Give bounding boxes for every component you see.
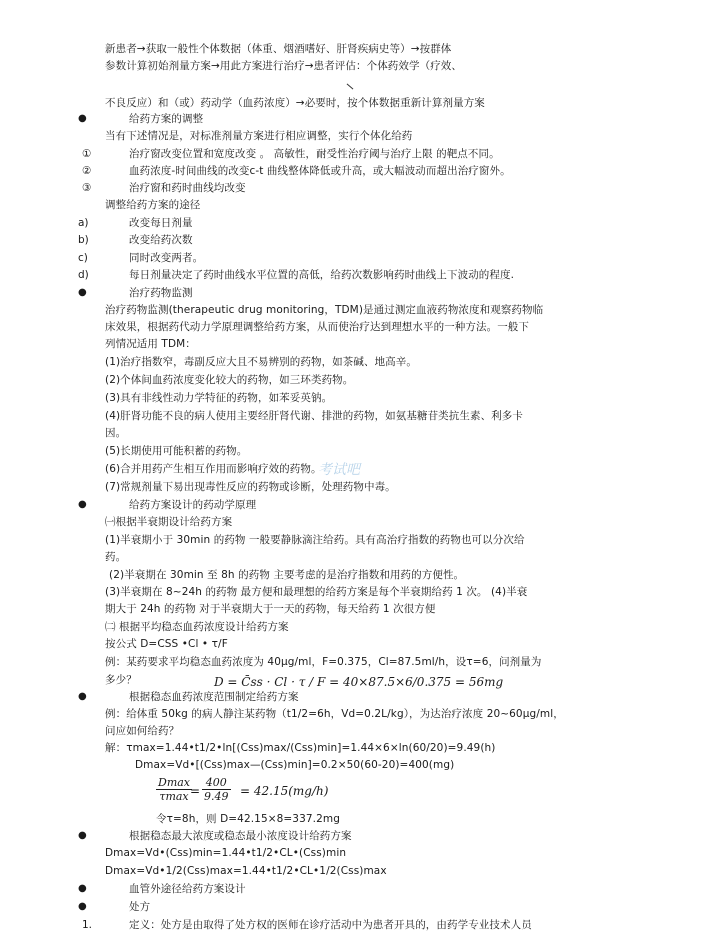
text-line: (4)肝肾功能不良的病人使用主要经肝肾代谢、排泄的药物，如氨基糖苷类抗生素、利多卡 [105,410,523,422]
letter-marker: b) [78,234,89,246]
stray-mark [347,84,354,90]
text-line: 例：给体重 50kg 的病人静注某药物（t1/2=6h，Vd=0.2L/kg），为达治疗浓度 20~60μg/ml， [105,708,564,720]
text-line: 床效果，根据药代动力学原理调整给药方案，从而使治疗达到理想水平的一种方法。一般下 [105,321,529,333]
section-heading: 给药方案的调整 [129,113,204,125]
equals-sign: = [190,784,201,798]
text-line: 列情况适用 TDM： [105,338,196,350]
number-marker: 1. [82,919,93,931]
bullet-marker: ● [78,830,87,841]
text-line: 按公式 D=CSS •Cl • τ/F [105,638,228,650]
bullet-marker: ● [78,901,87,912]
text-line: (2)半衰期在 30min 至 8h 的药物 主要考虑的是治疗指数和用药的方便性。 [109,569,465,581]
text-line: Dmax=Vd•[(Css)max—(Css)min]=0.2×50(60-20)=400(mg) [135,759,455,771]
text-line: (3)具有非线性动力学特征的药物，如苯妥英钠。 [105,392,333,404]
text-line: 新患者→获取一般性个体数据（体重、烟酒嗜好、肝肾疾病史等）→按群体 [105,43,452,55]
text-line: 药。 [105,551,127,563]
text-line: ㈠根据半衰期设计给药方案 [105,516,233,528]
fraction-value-denominator: 9.49 [204,790,229,803]
circled-marker: ② [82,165,92,177]
text-line: Dmax=Vd•1/2(Css)max=1.44•t1/2•CL•1/2(Css)max [105,865,387,877]
text-line: 参数计算初始剂量方案→用此方案进行治疗→患者评估：个体药效学（疗效、 [105,60,462,72]
text-line: 多少？ [105,674,137,686]
text-line: 因。 [105,427,127,439]
circled-marker: ③ [82,182,92,194]
text-line: (6)合并用药产生相互作用而影响疗效的药物。 [105,463,322,475]
watermark: 考试吧 [318,462,360,478]
text-line: 当有下述情况是，对标准剂量方案进行相应调整，实行个体化给药 [105,130,413,142]
bullet-marker: ● [78,691,87,702]
text-line: 调整给药方案的途径 [105,199,201,211]
text-line: 定义：处方是由取得了处方权的医师在诊疗活动中为患者开具的，由药学专业技术人员 [129,919,532,931]
letter-marker: a) [78,217,89,229]
text-line: 同时改变两者。 [129,252,204,264]
text-line: ㈡ 根据平均稳态血药浓度设计给药方案 [105,621,289,633]
section-heading: 给药方案设计的药动学原理 [129,499,257,511]
text-line: 问应如何给药？ [105,725,180,737]
bullet-marker: ● [78,883,87,894]
section-heading: 血管外途径给药方案设计 [129,883,246,895]
bullet-marker: ● [78,287,87,298]
text-line: 每日剂量决定了药时曲线水平位置的高低，给药次数影响药时曲线上下波动的程度. [129,269,515,281]
text-line: 解：τmax=1.44•t1/2•ln[(Css)max/(Css)min]=1.44×6×ln(60/20)=9.49(h) [105,742,496,754]
text-line: 血药浓度-时间曲线的改变c-t 曲线整体降低或升高，或大幅波动而超出治疗窗外。 [129,165,511,177]
text-line: (7)常规剂量下易出现毒性反应的药物或诊断，处理药物中毒。 [105,481,396,493]
fraction-result: = 42.15(mg/h) [240,784,329,798]
text-line: 治疗窗改变位置和宽度改变 。 高敏性，耐受性治疗阈与治疗上限 的靶点不同。 [129,148,500,160]
text-line: 期大于 24h 的药物 对于半衰期大于一天的药物，每天给药 1 次很方便 [105,603,436,615]
text-line: (5)长期使用可能积蓄的药物。 [105,445,248,457]
text-line: 改变给药次数 [129,234,193,246]
text-line: 改变每日剂量 [129,217,193,229]
letter-marker: d) [78,269,89,281]
section-heading: 处方 [129,901,151,913]
bullet-marker: ● [78,499,87,510]
text-line: 治疗药物监测(therapeutic drug monitoring，TDM)是通过测定血液药物浓度和观察药物临 [105,304,544,316]
fraction-denominator: τmax [159,790,189,803]
text-line: 治疗窗和药时曲线均改变 [129,182,246,194]
letter-marker: c) [78,252,88,264]
text-line: (1)治疗指数窄，毒副反应大且不易辨别的药物，如茶碱、地高辛。 [105,356,417,368]
fraction-numerator: Dmax [158,776,191,789]
text-line: 不良反应）和（或）药动学（血药浓度）→必要时，按个体数据重新计算剂量方案 [105,97,485,109]
section-heading: 根据稳态最大浓度或稳态最小浓度设计给药方案 [129,830,352,842]
bullet-marker: ● [78,113,87,124]
text-line: (2)个体间血药浓度变化较大的药物，如三环类药物。 [105,374,354,386]
fraction-symbol [156,776,192,803]
text-line: (3)半衰期在 8~24h 的药物 最方便和最理想的给药方案是每个半衰期给药 1 次。 (4)半衰 [105,586,528,598]
section-heading: 治疗药物监测 [129,287,193,299]
section-heading: 根据稳态血药浓度范围制定给药方案 [129,691,299,703]
fraction-values [202,776,231,803]
text-line: (1)半衰期小于 30min 的药物 一般要静脉滴注给药。具有高治疗指数的药物也可以分次给 [105,534,525,546]
dose-formula: D = C̄ss · Cl · τ / F = 40×87.5×6/0.375 = 56mg [214,675,504,689]
circled-marker: ① [82,148,92,160]
fraction-value-numerator: 400 [202,776,231,790]
text-line: 令τ=8h，则 D=42.15×8=337.2mg [156,813,340,825]
text-line: 例：某药要求平均稳态血药浓度为 40μg/ml，F=0.375，Cl=87.5ml/h，设τ=6，问剂量为 [105,656,542,668]
text-line: Dmax=Vd•(Css)min=1.44•t1/2•CL•(Css)min [105,847,347,859]
